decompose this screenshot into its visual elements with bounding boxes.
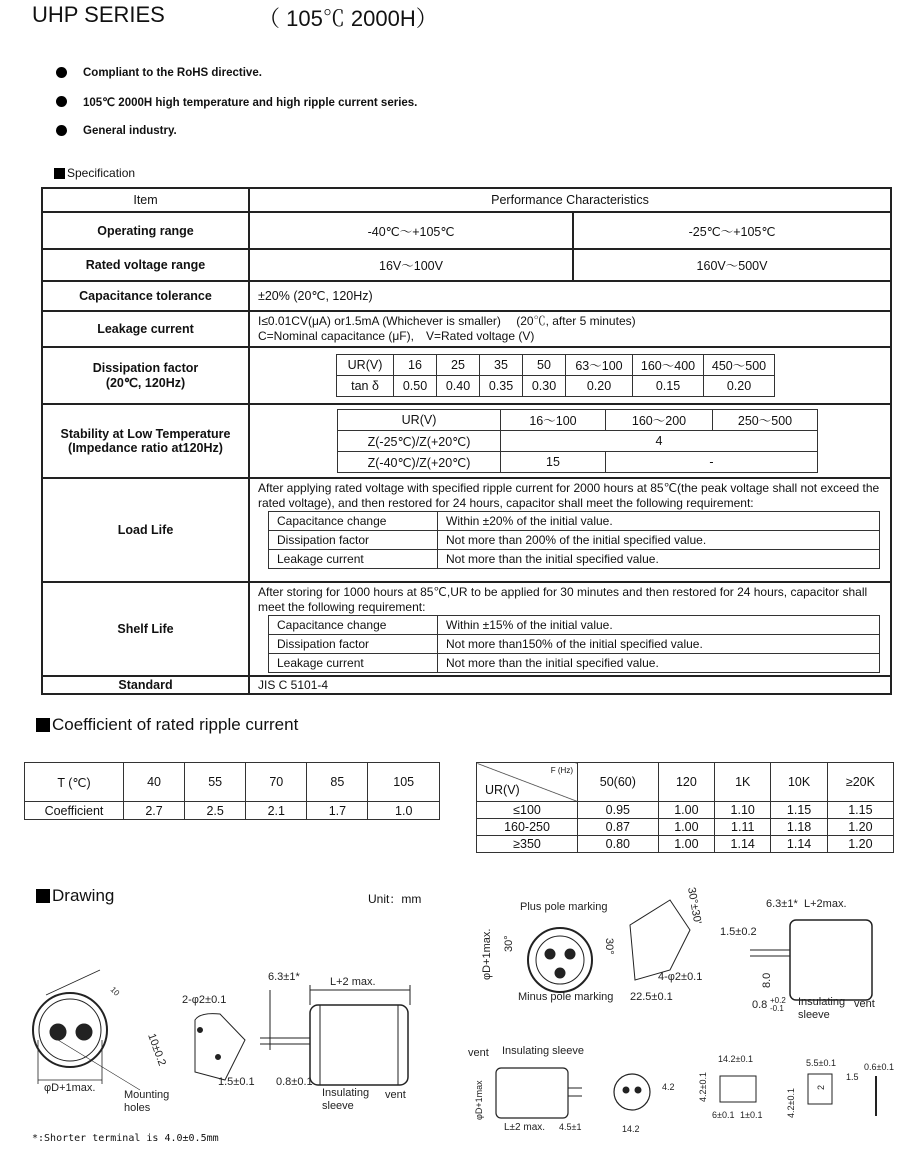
footnote: *:Shorter terminal is 4.0±0.5mm <box>32 1133 219 1144</box>
drawing-left <box>20 960 440 1120</box>
d-label: φD+1max. <box>44 1082 96 1094</box>
dissipation-table: UR(V) 16 25 35 50 63～100 160～400 450～500 tan δ 0.50 0.40 0.35 0.30 0.20 0.15 0.20 <box>336 354 775 397</box>
svg-text:14.2: 14.2 <box>622 1124 640 1134</box>
svg-text:2: 2 <box>816 1084 826 1090</box>
svg-text:Plus pole marking: Plus pole marking <box>520 901 608 913</box>
square-bullet-icon <box>54 168 65 179</box>
svg-text:10±0.2: 10±0.2 <box>145 1031 168 1068</box>
svg-text:6.3±1*: 6.3±1* <box>766 898 798 910</box>
freq-coef-table: F (Hz) UR(V) 50(60) 120 1K 10K ≥20K ≤100 0.95 1.00 1.10 1.15 1.15 160-250 0.87 1.00 1.11 1.18 1.20 ≥350 0.80 1.00 1.14 1.14 1.20 <box>476 762 894 853</box>
svg-text:1±0.1: 1±0.1 <box>740 1110 763 1120</box>
svg-text:φD+1max: φD+1max <box>474 1080 484 1120</box>
svg-text:5.5±0.1: 5.5±0.1 <box>806 1058 836 1068</box>
standard-row: Standard JIS C 5101-4 <box>42 676 891 694</box>
low-temp-row: Stability at Low Temperature (Impedance ratio at120Hz) UR(V) 16～100 160～200 250～500 Z(-25℃)/Z(+20℃) 4 Z(-40℃)/Z(+20℃) 15 - <box>42 404 891 478</box>
svg-text:10: 10 <box>108 985 122 998</box>
square-bullet-icon <box>36 718 50 732</box>
svg-text:0.8±0.1: 0.8±0.1 <box>276 1076 313 1088</box>
svg-text:4-φ2±0.1: 4-φ2±0.1 <box>658 971 703 983</box>
drawing-right-bottom <box>464 1040 894 1135</box>
feature-list <box>56 58 417 145</box>
capacitor-top-view <box>33 993 107 1067</box>
svg-text:30°: 30° <box>503 935 515 952</box>
svg-text:L+2 max.: L+2 max. <box>330 976 376 988</box>
temp-rating: （ 105℃ 2000H） <box>258 6 438 31</box>
svg-text:30°: 30° <box>603 938 615 955</box>
low-temp-table: UR(V) 16～100 160～200 250～500 Z(-25℃)/Z(+20℃) 4 Z(-40℃)/Z(+20℃) 15 - <box>337 409 818 473</box>
svg-text:6±0.1: 6±0.1 <box>712 1110 735 1120</box>
col-item: Item <box>42 188 249 212</box>
svg-text:L+2max.: L+2max. <box>804 898 847 910</box>
svg-text:4.5±1: 4.5±1 <box>559 1122 582 1132</box>
feature-item <box>56 87 417 116</box>
dissipation-row: Dissipation factor (20℃, 120Hz) UR(V) 16 25 35 50 63～100 160～400 450～500 tan δ 0.50 0.40 0.35 0.30 0.20 0.15 0.20 <box>42 347 891 404</box>
rated-voltage-row: Rated voltage range 16V～100V 160V～500V <box>42 249 891 281</box>
svg-text:1.5±0.1: 1.5±0.1 <box>218 1076 255 1088</box>
drawing-right-top <box>470 880 890 1030</box>
svg-text:-0.1: -0.1 <box>770 1004 784 1013</box>
ripple-section-heading: Coefficient of rated ripple current <box>36 715 298 735</box>
feature-item <box>56 116 417 145</box>
feature-text: 105℃ 2000H high temperature and high ripple current series. <box>83 96 418 109</box>
series-title <box>32 2 438 31</box>
spec-table <box>41 187 892 695</box>
svg-text:0.8: 0.8 <box>752 999 768 1011</box>
feature-text: General industry. <box>83 124 177 137</box>
svg-text:vent: vent <box>468 1047 489 1059</box>
spec-header-row <box>42 188 891 212</box>
svg-text:L±2 max.: L±2 max. <box>504 1122 546 1133</box>
svg-text:1.5: 1.5 <box>846 1072 859 1082</box>
svg-text:8.0: 8.0 <box>761 972 773 988</box>
shelf-life-table: Capacitance change Within ±15% of the initial value. Dissipation factor Not more than150% of the initial specified value. Leakage current Not more than the initial specified value. <box>268 615 880 673</box>
svg-text:Insulatingsleeve: Insulating sleeve <box>322 1087 370 1112</box>
svg-text:22.5±0.1: 22.5±0.1 <box>630 991 673 1003</box>
svg-text:2-φ2±0.1: 2-φ2±0.1 <box>182 994 227 1006</box>
mounting-label: Mounting holes <box>124 1089 170 1114</box>
load-life-table: Capacitance change Within ±20% of the initial value. Dissipation factor Not more than 200% of the initial specified value. Leakage current Not more than the initial specified value. <box>268 511 880 569</box>
cap-tolerance-row: Capacitance tolerance ±20% (20℃, 120Hz) <box>42 281 891 311</box>
series-name: UHP SERIES <box>32 2 165 27</box>
bullet-icon <box>56 67 67 78</box>
bullet-icon <box>56 96 67 107</box>
svg-text:+0.2: +0.2 <box>770 996 786 1005</box>
temp-coef-table: T (℃) 40 55 70 85 105 Coefficient 2.7 2.5 2.1 1.7 1.0 <box>24 762 440 820</box>
svg-text:Insulating sleeve: Insulating sleeve <box>502 1045 584 1057</box>
svg-text:4.2: 4.2 <box>662 1082 675 1092</box>
svg-text:6.3±1*: 6.3±1* <box>268 971 300 983</box>
square-bullet-icon <box>36 889 50 903</box>
svg-text:4.2±0.1: 4.2±0.1 <box>698 1072 708 1102</box>
svg-text:30°±30': 30°±30' <box>685 886 704 925</box>
svg-text:1.5±0.2: 1.5±0.2 <box>720 926 757 938</box>
drawing-section-heading: Drawing <box>36 886 114 906</box>
svg-text:4.2±0.1: 4.2±0.1 <box>786 1088 796 1118</box>
unit-label: Unit：mm <box>368 892 422 906</box>
feature-text: Compliant to the RoHS directive. <box>83 66 262 79</box>
operating-range-row: Operating range -40℃～+105℃ -25℃～+105℃ <box>42 212 891 249</box>
spec-section-heading: Specification <box>54 166 135 180</box>
svg-text:vent: vent <box>854 998 875 1010</box>
svg-text:φD+1max.: φD+1max. <box>481 928 493 980</box>
leakage-row: Leakage current I≤0.01CV(μA) or1.5mA (Whichever is smaller) (20℃, after 5 minutes) C=Nominal capacitance (μF), V=Rated voltage (V) <box>42 311 891 347</box>
svg-text:14.2±0.1: 14.2±0.1 <box>718 1054 753 1064</box>
svg-text:Insulatingsleeve: Insulating sleeve <box>798 996 846 1021</box>
col-performance: Performance Characteristics <box>249 188 891 212</box>
load-life-row: Load Life After applying rated voltage with specified ripple current for 2000 hours at 85℃(the peak voltage shall not exceed the rated voltage), and then restored for 24 hours, capacitor shall meet the following requirement: Capacitance change Within ±20% of the initial value. Dissipation factor Not more than 200% of the initial specified value. Leakage current Not more than the initial specified value. <box>42 478 891 582</box>
svg-text:0.6±0.1: 0.6±0.1 <box>864 1062 894 1072</box>
svg-text:vent: vent <box>385 1089 406 1101</box>
svg-text:Minus pole marking: Minus pole marking <box>518 991 614 1003</box>
feature-item <box>56 58 417 87</box>
shelf-life-row: Shelf Life After storing for 1000 hours at 85℃,UR to be applied for 30 minutes and then restored for 24 hours, capacitor shall meet the following requirement: Capacitance change Within ±15% of the initial value. Dissipation factor Not more than150% of the initial specified value. Leakage current Not more than the initial specified value. <box>42 582 891 676</box>
bullet-icon <box>56 125 67 136</box>
